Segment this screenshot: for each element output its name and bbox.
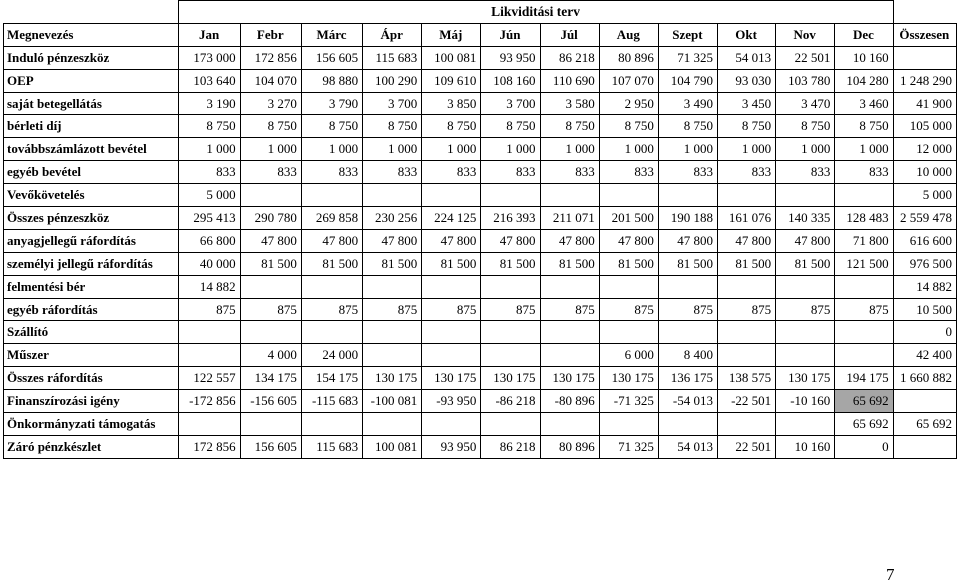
row-value-cell	[240, 413, 301, 436]
header-month: Jún	[481, 23, 540, 46]
row-value-cell: 100 290	[363, 69, 422, 92]
row-value-cell: 104 280	[835, 69, 893, 92]
row-value-cell: 71 325	[599, 435, 658, 458]
header-month: Febr	[240, 23, 301, 46]
row-value-cell: 5 000	[179, 184, 240, 207]
row-value-cell	[422, 184, 481, 207]
row-value-cell: 22 501	[718, 435, 776, 458]
row-value-cell: 14 882	[179, 275, 240, 298]
row-value-cell	[835, 184, 893, 207]
row-value-cell	[240, 275, 301, 298]
row-value-cell	[481, 321, 540, 344]
row-value-cell: 3 790	[301, 92, 362, 115]
row-value-cell	[835, 344, 893, 367]
row-value-cell: 47 800	[301, 229, 362, 252]
row-value-cell	[599, 184, 658, 207]
row-value-cell: 47 800	[540, 229, 599, 252]
table-row	[4, 413, 957, 436]
row-value-cell: 81 500	[481, 252, 540, 275]
row-value-cell: 1 000	[658, 138, 717, 161]
row-value-cell: 3 190	[179, 92, 240, 115]
row-value-cell: 108 160	[481, 69, 540, 92]
title-spacer	[4, 1, 179, 24]
row-value-cell: 875	[540, 298, 599, 321]
row-value-cell: 10 160	[776, 435, 835, 458]
row-value-cell: 81 500	[540, 252, 599, 275]
row-value-cell: 3 700	[363, 92, 422, 115]
row-value-cell: 1 000	[422, 138, 481, 161]
row-value-cell: 3 490	[658, 92, 717, 115]
row-label: Összes ráfordítás	[4, 367, 179, 390]
row-value-cell	[718, 344, 776, 367]
row-total-cell: 616 600	[893, 229, 956, 252]
row-value-cell	[481, 184, 540, 207]
row-value-cell: 103 780	[776, 69, 835, 92]
row-value-cell	[481, 275, 540, 298]
row-value-cell: 8 750	[481, 115, 540, 138]
row-total-cell: 10 000	[893, 161, 956, 184]
table-row	[4, 344, 957, 367]
row-value-cell: 8 750	[658, 115, 717, 138]
row-value-cell: 10 160	[835, 46, 893, 69]
row-value-cell: 295 413	[179, 207, 240, 230]
row-value-cell: 122 557	[179, 367, 240, 390]
row-label: személyi jellegű ráfordítás	[4, 252, 179, 275]
row-label: anyagjellegű ráfordítás	[4, 229, 179, 252]
header-month: Aug	[599, 23, 658, 46]
row-label: egyéb bevétel	[4, 161, 179, 184]
row-value-cell: 190 188	[658, 207, 717, 230]
row-total-cell: 65 692	[893, 413, 956, 436]
table-row	[4, 92, 957, 115]
row-value-cell: 172 856	[240, 46, 301, 69]
row-total-cell: 12 000	[893, 138, 956, 161]
row-value-cell: 121 500	[835, 252, 893, 275]
liquidity-plan-table	[3, 0, 957, 459]
row-value-cell: 3 470	[776, 92, 835, 115]
row-value-cell: 86 218	[540, 46, 599, 69]
row-value-cell: 47 800	[363, 229, 422, 252]
row-value-cell: 8 400	[658, 344, 717, 367]
table-row	[4, 229, 957, 252]
row-value-cell	[179, 344, 240, 367]
row-label: Önkormányzati támogatás	[4, 413, 179, 436]
row-value-cell: 100 081	[363, 435, 422, 458]
row-value-cell: 47 800	[481, 229, 540, 252]
row-value-cell	[776, 184, 835, 207]
row-value-cell: 128 483	[835, 207, 893, 230]
row-total-cell	[893, 390, 956, 413]
row-value-cell: 833	[240, 161, 301, 184]
row-value-cell: 1 000	[776, 138, 835, 161]
row-value-cell	[422, 275, 481, 298]
row-value-cell: -156 605	[240, 390, 301, 413]
row-value-cell: 875	[301, 298, 362, 321]
row-value-cell: 47 800	[776, 229, 835, 252]
row-value-cell: 93 950	[422, 435, 481, 458]
row-total-cell: 105 000	[893, 115, 956, 138]
row-value-cell: 833	[301, 161, 362, 184]
row-value-cell	[599, 321, 658, 344]
row-value-cell	[301, 413, 362, 436]
row-value-cell: 1 000	[179, 138, 240, 161]
table-row	[4, 275, 957, 298]
row-value-cell	[422, 321, 481, 344]
row-value-cell: 3 850	[422, 92, 481, 115]
row-value-cell	[301, 184, 362, 207]
row-total-cell: 976 500	[893, 252, 956, 275]
row-value-cell: 103 640	[179, 69, 240, 92]
title-spacer-right	[893, 1, 956, 24]
row-value-cell: 81 500	[363, 252, 422, 275]
row-value-cell: 2 950	[599, 92, 658, 115]
row-total-cell: 14 882	[893, 275, 956, 298]
row-value-cell: 8 750	[363, 115, 422, 138]
header-month: Máj	[422, 23, 481, 46]
row-value-cell: 875	[658, 298, 717, 321]
row-value-cell: 875	[481, 298, 540, 321]
row-total-cell: 42 400	[893, 344, 956, 367]
row-value-cell: 290 780	[240, 207, 301, 230]
page-number: 7	[886, 565, 895, 584]
row-value-cell	[422, 344, 481, 367]
row-value-cell: 3 700	[481, 92, 540, 115]
row-label: Záró pénzkészlet	[4, 435, 179, 458]
row-value-cell	[658, 321, 717, 344]
row-total-cell	[893, 435, 956, 458]
header-label: Megnevezés	[4, 23, 179, 46]
row-value-cell: 833	[540, 161, 599, 184]
row-value-cell: 47 800	[718, 229, 776, 252]
row-value-cell: -100 081	[363, 390, 422, 413]
row-value-cell: 833	[718, 161, 776, 184]
row-value-cell: 47 800	[599, 229, 658, 252]
row-value-cell: 875	[179, 298, 240, 321]
row-value-cell: -54 013	[658, 390, 717, 413]
row-value-cell: 154 175	[301, 367, 362, 390]
row-value-cell: 130 175	[481, 367, 540, 390]
row-value-cell: 833	[599, 161, 658, 184]
row-value-cell	[363, 321, 422, 344]
row-value-cell: 130 175	[599, 367, 658, 390]
row-value-cell: 81 500	[658, 252, 717, 275]
row-value-cell	[658, 413, 717, 436]
row-value-cell: 1 000	[240, 138, 301, 161]
table-row	[4, 252, 957, 275]
row-value-cell: 140 335	[776, 207, 835, 230]
row-value-cell: 66 800	[179, 229, 240, 252]
row-value-cell: 8 750	[540, 115, 599, 138]
row-value-cell: -172 856	[179, 390, 240, 413]
header-month: Okt	[718, 23, 776, 46]
row-value-cell	[179, 413, 240, 436]
row-value-cell	[363, 275, 422, 298]
row-value-cell: 104 070	[240, 69, 301, 92]
row-label: Műszer	[4, 344, 179, 367]
row-value-cell: 224 125	[422, 207, 481, 230]
row-value-cell: 8 750	[240, 115, 301, 138]
row-value-cell: 47 800	[422, 229, 481, 252]
row-value-cell: 54 013	[718, 46, 776, 69]
table-row	[4, 69, 957, 92]
row-total-cell: 1 248 290	[893, 69, 956, 92]
row-value-cell: 8 750	[718, 115, 776, 138]
row-value-cell: 833	[835, 161, 893, 184]
row-value-cell: 24 000	[301, 344, 362, 367]
row-total-cell	[893, 46, 956, 69]
row-value-cell: 104 790	[658, 69, 717, 92]
row-value-cell	[835, 321, 893, 344]
row-value-cell: 8 750	[301, 115, 362, 138]
row-value-cell: 81 500	[718, 252, 776, 275]
row-value-cell	[599, 413, 658, 436]
header-month: Dec	[835, 23, 893, 46]
row-value-cell: 1 000	[363, 138, 422, 161]
row-value-cell: 875	[422, 298, 481, 321]
row-value-cell: 833	[658, 161, 717, 184]
table-row	[4, 367, 957, 390]
table-row	[4, 435, 957, 458]
row-value-cell	[540, 184, 599, 207]
row-value-cell: 0	[835, 435, 893, 458]
row-value-cell: 3 460	[835, 92, 893, 115]
row-value-cell: 65 692	[835, 390, 893, 413]
table-row	[4, 138, 957, 161]
row-value-cell: 54 013	[658, 435, 717, 458]
row-label: továbbszámlázott bevétel	[4, 138, 179, 161]
row-value-cell: 8 750	[422, 115, 481, 138]
row-value-cell: 875	[363, 298, 422, 321]
row-label: Szállító	[4, 321, 179, 344]
row-value-cell: 6 000	[599, 344, 658, 367]
row-value-cell: 875	[776, 298, 835, 321]
row-value-cell: -86 218	[481, 390, 540, 413]
row-value-cell	[658, 184, 717, 207]
row-value-cell: 134 175	[240, 367, 301, 390]
row-value-cell: 130 175	[776, 367, 835, 390]
row-value-cell: 8 750	[835, 115, 893, 138]
header-month: Ápr	[363, 23, 422, 46]
row-value-cell: 269 858	[301, 207, 362, 230]
row-value-cell	[718, 275, 776, 298]
row-value-cell: 93 950	[481, 46, 540, 69]
row-value-cell: 1 000	[599, 138, 658, 161]
row-value-cell: 1 000	[301, 138, 362, 161]
row-value-cell: 4 000	[240, 344, 301, 367]
row-value-cell: 136 175	[658, 367, 717, 390]
row-value-cell: 47 800	[658, 229, 717, 252]
row-value-cell: 172 856	[179, 435, 240, 458]
row-value-cell	[481, 344, 540, 367]
table-row	[4, 321, 957, 344]
row-value-cell: 71 325	[658, 46, 717, 69]
row-value-cell: -22 501	[718, 390, 776, 413]
row-value-cell: 1 000	[835, 138, 893, 161]
row-value-cell: 211 071	[540, 207, 599, 230]
header-month: Jan	[179, 23, 240, 46]
title-row	[4, 1, 957, 24]
row-value-cell: 3 580	[540, 92, 599, 115]
row-value-cell: 81 500	[301, 252, 362, 275]
row-value-cell: 875	[835, 298, 893, 321]
row-value-cell	[240, 184, 301, 207]
row-total-cell: 0	[893, 321, 956, 344]
row-value-cell: 3 450	[718, 92, 776, 115]
row-value-cell	[776, 413, 835, 436]
row-value-cell: 156 605	[301, 46, 362, 69]
row-value-cell: 8 750	[599, 115, 658, 138]
row-value-cell	[363, 413, 422, 436]
row-value-cell: 194 175	[835, 367, 893, 390]
row-value-cell: -10 160	[776, 390, 835, 413]
row-value-cell	[179, 321, 240, 344]
row-value-cell: 833	[363, 161, 422, 184]
table-row	[4, 115, 957, 138]
row-value-cell: 80 896	[540, 435, 599, 458]
row-value-cell	[301, 275, 362, 298]
liquidity-plan-sheet	[3, 0, 957, 459]
header-month: Márc	[301, 23, 362, 46]
row-value-cell: 109 610	[422, 69, 481, 92]
row-value-cell: 833	[776, 161, 835, 184]
row-value-cell: 98 880	[301, 69, 362, 92]
row-value-cell: 65 692	[835, 413, 893, 436]
row-value-cell: 100 081	[422, 46, 481, 69]
row-value-cell	[301, 321, 362, 344]
row-total-cell: 41 900	[893, 92, 956, 115]
row-value-cell	[540, 344, 599, 367]
row-value-cell: 8 750	[179, 115, 240, 138]
row-value-cell: 833	[422, 161, 481, 184]
row-label: egyéb ráfordítás	[4, 298, 179, 321]
row-value-cell: 130 175	[540, 367, 599, 390]
row-value-cell	[776, 344, 835, 367]
row-value-cell: 130 175	[422, 367, 481, 390]
header-month: Júl	[540, 23, 599, 46]
row-value-cell: 875	[599, 298, 658, 321]
row-value-cell: 81 500	[599, 252, 658, 275]
header-month: Szept	[658, 23, 717, 46]
row-value-cell	[776, 321, 835, 344]
row-total-cell: 5 000	[893, 184, 956, 207]
row-value-cell: 875	[240, 298, 301, 321]
row-value-cell	[658, 275, 717, 298]
table-row	[4, 207, 957, 230]
row-value-cell: 833	[179, 161, 240, 184]
header-total: Összesen	[893, 23, 956, 46]
row-value-cell: 230 256	[363, 207, 422, 230]
row-label: bérleti díj	[4, 115, 179, 138]
row-value-cell: 1 000	[718, 138, 776, 161]
row-label: OEP	[4, 69, 179, 92]
row-value-cell: 81 500	[240, 252, 301, 275]
row-value-cell	[718, 321, 776, 344]
row-value-cell: 875	[718, 298, 776, 321]
table-row	[4, 46, 957, 69]
row-value-cell: 110 690	[540, 69, 599, 92]
row-value-cell	[540, 275, 599, 298]
row-value-cell	[481, 413, 540, 436]
row-label: saját betegellátás	[4, 92, 179, 115]
row-value-cell	[540, 321, 599, 344]
row-value-cell: 40 000	[179, 252, 240, 275]
row-value-cell	[776, 275, 835, 298]
row-value-cell: 47 800	[240, 229, 301, 252]
row-value-cell	[718, 413, 776, 436]
row-label: Összes pénzeszköz	[4, 207, 179, 230]
row-label: felmentési bér	[4, 275, 179, 298]
row-value-cell: -80 896	[540, 390, 599, 413]
row-value-cell: 107 070	[599, 69, 658, 92]
row-value-cell: 161 076	[718, 207, 776, 230]
table-row	[4, 161, 957, 184]
row-total-cell: 1 660 882	[893, 367, 956, 390]
row-value-cell: 81 500	[422, 252, 481, 275]
row-value-cell: 156 605	[240, 435, 301, 458]
row-total-cell: 10 500	[893, 298, 956, 321]
row-value-cell: 216 393	[481, 207, 540, 230]
row-label: Finanszírozási igény	[4, 390, 179, 413]
row-value-cell: 22 501	[776, 46, 835, 69]
table-row	[4, 184, 957, 207]
row-value-cell	[363, 344, 422, 367]
row-value-cell: -93 950	[422, 390, 481, 413]
row-value-cell: 115 683	[301, 435, 362, 458]
row-value-cell	[718, 184, 776, 207]
row-value-cell: 201 500	[599, 207, 658, 230]
table-row	[4, 390, 957, 413]
row-value-cell: 138 575	[718, 367, 776, 390]
row-value-cell: 1 000	[481, 138, 540, 161]
row-value-cell: 3 270	[240, 92, 301, 115]
row-value-cell	[240, 321, 301, 344]
row-value-cell: 80 896	[599, 46, 658, 69]
row-value-cell: 115 683	[363, 46, 422, 69]
row-value-cell: 93 030	[718, 69, 776, 92]
row-value-cell: 86 218	[481, 435, 540, 458]
row-value-cell: 71 800	[835, 229, 893, 252]
row-value-cell	[540, 413, 599, 436]
row-value-cell	[363, 184, 422, 207]
row-label: Vevőkövetelés	[4, 184, 179, 207]
row-value-cell: -71 325	[599, 390, 658, 413]
row-value-cell: 130 175	[363, 367, 422, 390]
row-total-cell: 2 559 478	[893, 207, 956, 230]
row-value-cell	[599, 275, 658, 298]
row-value-cell: -115 683	[301, 390, 362, 413]
header-row	[4, 23, 957, 46]
row-value-cell: 173 000	[179, 46, 240, 69]
row-label: Induló pénzeszköz	[4, 46, 179, 69]
row-value-cell: 833	[481, 161, 540, 184]
row-value-cell: 8 750	[776, 115, 835, 138]
row-value-cell	[835, 275, 893, 298]
row-value-cell: 1 000	[540, 138, 599, 161]
row-value-cell: 81 500	[776, 252, 835, 275]
table-row	[4, 298, 957, 321]
row-value-cell	[422, 413, 481, 436]
table-title: Likviditási terv	[179, 1, 893, 24]
header-month: Nov	[776, 23, 835, 46]
